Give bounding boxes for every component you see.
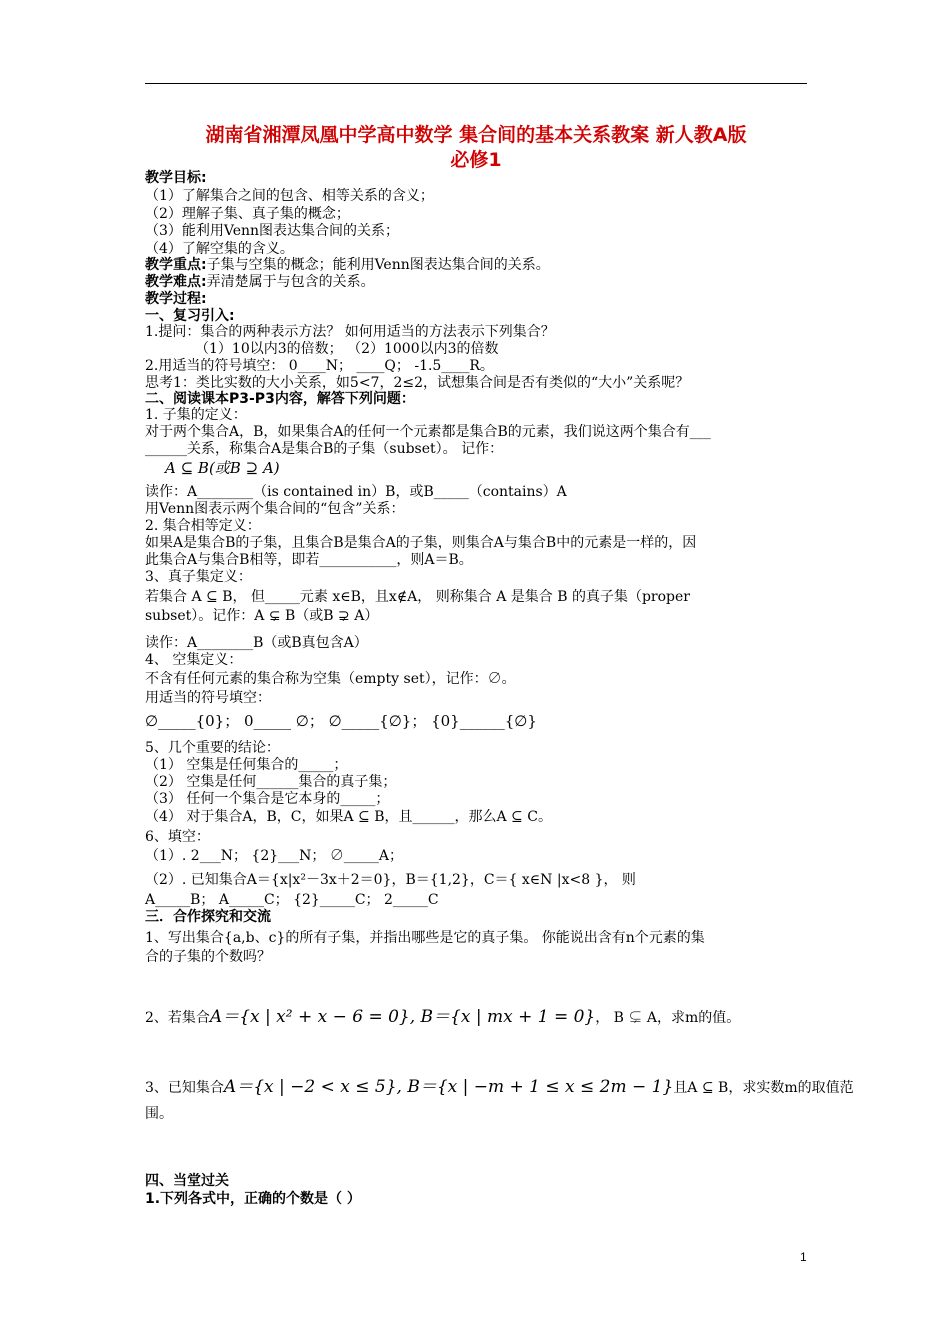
s3-q2 [145, 1008, 810, 1027]
subset-def-title: 1. 子集的定义： [145, 407, 247, 423]
s3-q3-prefix: 3、已知集合 [145, 1080, 224, 1096]
subset-def-line2: ______关系，称集合A是集合B的子集（subset）。 记作： [145, 441, 504, 457]
s3-q3-math: A＝{x | −2 < x ≤ 5}, B＝{x | −m + 1 ≤ x ≤ 2m − 1} [223, 1077, 674, 1097]
s3-q1-line2: 合的子集的个数吗？ [145, 949, 271, 965]
difficulty-text: 弄清楚属于与包含的关系。 [206, 274, 375, 290]
goal-item: （3）能利用Venn图表达集合间的关系； [145, 223, 400, 239]
section4-heading: 四、当堂过关 [145, 1173, 229, 1189]
focus-label: 教学重点: [145, 257, 207, 273]
doc-title-line2: 必修1 [450, 149, 502, 171]
s4-q1: 1.下列各式中，正确的个数是（ ） [145, 1191, 361, 1207]
focus-line [145, 256, 810, 274]
subset-def-line1: 对于两个集合A，B，如果集合A的任何一个元素都是集合B的元素，我们说这两个集合有___ [145, 424, 711, 440]
s3-q2-suffix: ， B ⊊ A，求m的值。 [595, 1010, 741, 1026]
doc-title-line1: 湖南省湘潭凤凰中学高中数学 集合间的基本关系教案 新人教A版 [205, 124, 747, 146]
goal-item: （1）了解集合之间的包含、相等关系的含义； [145, 188, 434, 204]
empty-def-line2: 用适当的符号填空： [145, 690, 271, 706]
s3-q2-math: A＝{x | x² + x − 6 = 0}, B＝{x | mx + 1 = 0} [209, 1007, 596, 1027]
fill-line1: （1）. 2___N； {2}___N； ∅_____A； [145, 848, 403, 864]
conclusion-item: （2） 空集是任何______集合的真子集； [145, 774, 397, 790]
fill-title: 6、填空： [145, 829, 210, 845]
equal-def-line2: 此集合A与集合B相等，即若___________，则A＝B。 [145, 552, 473, 568]
empty-fill-line: ∅_____{0}； 0_____ ∅； ∅_____{∅}； {0}______{∅} [145, 712, 537, 730]
conclusion-item: （4） 对于集合A，B，C，如果A ⊆ B，且______，那么A ⊆ C。 [145, 809, 552, 825]
subset-read: 读作：A________（is contained in）B，或B_____（contains）A [145, 484, 567, 500]
s1-question1-items: （1）10以内3的倍数； （2）1000以内3的倍数 [195, 341, 499, 357]
empty-def-line1: 不含有任何元素的集合称为空集（empty set），记作：∅。 [145, 671, 516, 687]
s1-question1: 1.提问：集合的两种表示方法？ 如何用适当的方法表示下列集合？ [145, 324, 555, 340]
section2-heading: 二、阅读课本P3-P3内容，解答下列问题： [145, 391, 415, 407]
difficulty-line [145, 273, 810, 291]
s3-q2-prefix: 2、若集合 [145, 1010, 210, 1026]
equal-def-line1: 如果A是集合B的子集，且集合B是集合A的子集，则集合A与集合B中的元素是一样的，因 [145, 535, 697, 551]
s1-think: 思考1：类比实数的大小关系，如5<7，2≤2，试想集合间是否有类似的“大小”关系呢？ [145, 375, 690, 391]
fill-line2: （2）. 已知集合A＝{x|x²－3x＋2＝0}，B＝{1,2}，C＝{ x∈N |x<8 }， 则 [145, 872, 636, 888]
goal-item: （2）理解子集、真子集的概念； [145, 206, 350, 222]
equal-def-title: 2. 集合相等定义： [145, 518, 261, 534]
s3-q1-line1: 1、写出集合{a,b、c}的所有子集，并指出哪些是它的真子集。 你能说出含有n个元素的集 [145, 930, 705, 946]
empty-def-title: 4、 空集定义： [145, 652, 243, 668]
s3-q3 [145, 1077, 854, 1097]
fill-line3: A_____B； A_____C； {2}_____C； 2_____C [145, 892, 439, 908]
s3-q3-suffix: 且A ⊆ B，求实数m的取值范 [673, 1080, 854, 1096]
difficulty-label: 教学难点: [145, 274, 207, 290]
proper-def-line2: subset）。记作：A ⊊ B（或B ⊋ A） [145, 608, 379, 624]
conclusion-item: （3） 任何一个集合是它本身的_____； [145, 791, 390, 807]
header-rule [145, 83, 807, 84]
page-number: 1 [800, 1250, 807, 1264]
conclusions-title: 5、几个重要的结论： [145, 740, 280, 756]
proper-def-line1: 若集合 A ⊆ B， 但_____元素 x∈B，且x∉A， 则称集合 A 是集合 B 的真子集（proper [145, 589, 690, 605]
focus-text: 子集与空集的概念；能利用Venn图表达集合间的关系。 [206, 257, 550, 273]
section3-heading: 三．合作探究和交流 [145, 909, 271, 925]
subset-formula: A ⊆ B(或B ⊇ A) [165, 459, 280, 477]
conclusion-item: （1） 空集是任何集合的_____； [145, 757, 348, 773]
s1-question2: 2.用适当的符号填空： 0____N； ____Q； -1.5____R。 [145, 358, 494, 374]
s3-q3-line2: 围。 [145, 1106, 173, 1122]
goals-heading: 教学目标: [145, 170, 207, 186]
section1-heading: 一、复习引入: [145, 308, 235, 324]
goal-item: （4）了解空集的含义。 [145, 241, 294, 257]
subset-venn: 用Venn图表示两个集合间的“包含”关系： [145, 501, 405, 517]
process-heading: 教学过程: [145, 291, 207, 307]
proper-read: 读作：A________B（或B真包含A） [145, 635, 368, 651]
proper-def-title: 3、真子集定义： [145, 569, 252, 585]
